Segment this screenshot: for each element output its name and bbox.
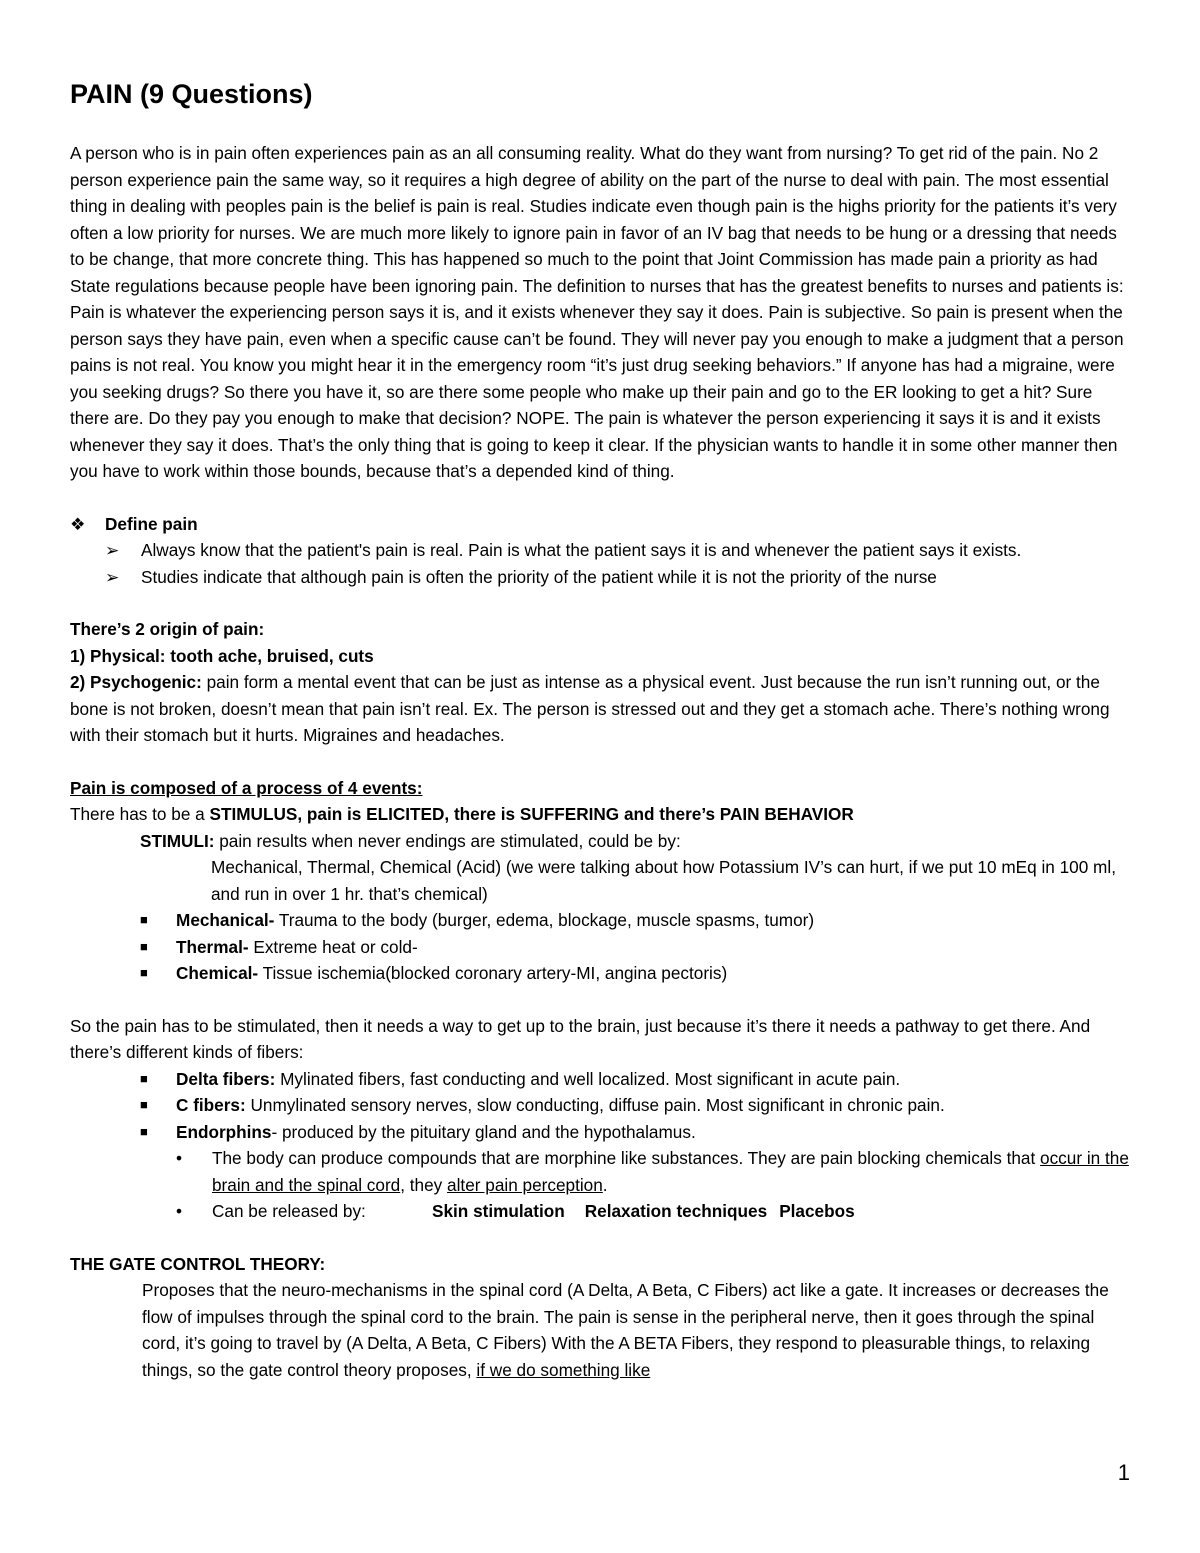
diamond-bullet-icon: ❖ (70, 513, 86, 534)
release-line (212, 1198, 855, 1225)
stimulus-bullet-content (176, 934, 418, 961)
fiber-label: Endorphins (176, 1121, 272, 1142)
release-item: Placebos (779, 1201, 855, 1221)
endorphin-point (70, 1198, 1130, 1225)
process-line (70, 801, 1130, 828)
dot-bullet-icon: • (176, 1201, 183, 1221)
endo-underlined-2: alter pain perception (447, 1174, 603, 1195)
stimulus-label: Mechanical- (176, 910, 275, 930)
document-page (70, 74, 1130, 1383)
stimulus-bullet-content (176, 960, 727, 987)
endorphin-point-text (212, 1145, 1130, 1198)
stimulus-text: Tissue ischemia(blocked coronary artery-MI, angina pectoris) (258, 963, 728, 983)
dot-bullet-icon: • (176, 1148, 183, 1168)
gate-text: Proposes that the neuro-mechanisms in the spinal cord (A Delta, A Beta, C Fibers) act like a gate. It increases or decreases the flow of impulses through the spinal cord to the brain. The pain is sense in the peripheral nerve, then it goes through the spinal cord, it’s going to travel by (A Delta, A Beta, C Fibers) With the A BETA Fibers, they respond to pleasurable things, to relaxing things, so the gate control theory proposes, (142, 1280, 1109, 1380)
square-bullet-icon: ■ (140, 1070, 148, 1086)
gate-heading: THE GATE CONTROL THEORY: (70, 1253, 326, 1274)
origin-physical (70, 643, 1130, 670)
release-item: Relaxation techniques (584, 1201, 768, 1221)
gate-text-underlined: if we do something like (476, 1359, 651, 1380)
define-heading: Define pain (105, 513, 198, 534)
endo-underlined-1: occur in the brain and the spinal cord (212, 1148, 1129, 1195)
arrow-bullet-icon: ➢ (105, 540, 120, 560)
page-title: PAIN (9 Questions) (70, 79, 313, 109)
stimulus-label: Chemical- (176, 963, 259, 983)
page-number: 1 (1117, 1460, 1130, 1485)
define-heading-row (70, 511, 1130, 538)
fiber-bullet-content (176, 1119, 696, 1146)
process-events: STIMULUS, pain is ELICITED, there is SUFFERING and there’s PAIN BEHAVIOR (209, 804, 854, 824)
stimulus-text: Trauma to the body (burger, edema, blockage, muscle spasms, tumor) (274, 910, 815, 930)
process-heading: Pain is composed of a process of 4 events: (70, 777, 423, 798)
intro-paragraph: A person who is in pain often experiences pain as an all consuming reality. What do they want from nursing? To get rid of the pain. No 2 person experience pain the same way, so it requires a high degree of ability on the part of the nurse to deal with pain. The most essential thing in dealing with peoples pain is the belief is pain is real. Studies indicate even though pain is the highs priority for the patients it’s very often a low priority for nurses. We are much more likely to ignore pain in favor of an IV bag that needs to be hung or a dressing that needs to be change, that more concrete thing. This has happened so much to the point that Joint Commission has made pain a priority as had State regulations because people have been ignoring pain. The definition to nurses that has the greatest benefits to nurses and patients is: Pain is whatever the experiencing person says it is, and it exists whenever they say it does. Pain is subjective. So pain is present when the person says they have pain, even when a specific cause can’t be found. They will never pay you enough to make a judgment that a person pains is not real. You know you might hear it in the emergency room “it’s just drug seeking behaviors.” If anyone has had a migraine, were you seeking drugs? So there you have it, so are there some people who make up their pain and go to the ER looking to get a hit? Sure there are. Do they pay you enough to make that decision? NOPE. The pain is whatever the person experiencing it says it is and it exists whenever they say it does. That’s the only thing that is going to keep it clear. If the physician wants to handle it in some other manner then you have to work within those bounds, because that’s a depended kind of thing. (70, 143, 1124, 481)
fiber-bullet (70, 1066, 1130, 1093)
endo-text-mid: , they (400, 1174, 448, 1195)
define-item (70, 564, 1130, 591)
endo-text-pre: The body can produce compounds that are morphine like substances. They are pain blocking chemicals that (212, 1148, 1041, 1168)
physical-label: 1) Physical: (70, 645, 166, 666)
fiber-label: C fibers: (176, 1095, 246, 1115)
square-bullet-icon: ■ (140, 1123, 148, 1139)
square-bullet-icon: ■ (140, 912, 148, 927)
define-item-text: Studies indicate that although pain is often the priority of the patient while it is not the priority of the nurse (141, 566, 937, 587)
psych-label: 2) Psychogenic: (70, 672, 202, 692)
stimuli-text: pain results when never endings are stimulated, could be by: (214, 830, 681, 851)
stimulus-label: Thermal- (176, 936, 249, 957)
endorphin-point (70, 1145, 1130, 1198)
stimuli-line (70, 828, 1130, 855)
square-bullet-icon: ■ (140, 1097, 148, 1112)
origin-heading: There’s 2 origin of pain: (70, 619, 265, 639)
fiber-bullet (70, 1119, 1130, 1146)
physical-text: tooth ache, bruised, cuts (165, 645, 374, 666)
fibers-intro: So the pain has to be stimulated, then it needs a way to get up to the brain, just because it’s there it needs a pathway to get there. And there’s different kinds of fibers: (70, 1015, 1091, 1062)
fiber-text: Mylinated fibers, fast conducting and well localized. Most significant in acute pain. (275, 1068, 901, 1089)
stimulus-bullet (70, 907, 1130, 934)
stimulus-bullet (70, 960, 1130, 987)
origin-psychogenic (70, 669, 1130, 749)
stimulus-bullet-content (176, 907, 814, 934)
arrow-bullet-icon: ➢ (105, 566, 120, 587)
stimuli-label: STIMULI: (140, 830, 215, 851)
fiber-text: - produced by the pituitary gland and the hypothalamus. (271, 1121, 696, 1142)
fiber-bullet (70, 1092, 1130, 1119)
fiber-text: Unmylinated sensory nerves, slow conducting, diffuse pain. Most significant in chronic pain. (245, 1095, 945, 1115)
psych-text: pain form a mental event that can be just as intense as a physical event. Just because the run isn’t running out, or the bone is not broken, doesn’t mean that pain isn’t real. Ex. The person is stressed out and they get a stomach ache. There’s nothing wrong with their stomach but it hurts. Migraines and headaches. (70, 672, 1110, 745)
define-item (70, 537, 1130, 564)
fiber-bullet-content (176, 1092, 945, 1119)
fiber-label: Delta fibers: (176, 1068, 276, 1089)
gate-paragraph (70, 1277, 1130, 1383)
define-item-text: Always know that the patient's pain is real. Pain is what the patient says it is and whenever the patient says it exists. (141, 540, 1022, 560)
endo-text-end: . (602, 1174, 608, 1195)
square-bullet-icon: ■ (140, 965, 148, 980)
square-bullet-icon: ■ (140, 938, 148, 954)
release-item: Skin stimulation (432, 1201, 565, 1221)
stimulus-bullet (70, 934, 1130, 961)
stimulus-text: Extreme heat or cold- (248, 936, 418, 957)
fiber-bullet-content (176, 1066, 900, 1093)
release-label: Can be released by: (212, 1201, 366, 1221)
stimuli-types: Mechanical, Thermal, Chemical (Acid) (we were talking about how Potassium IV’s can hurt, if we put 10 mEq in 100 ml, and run in over 1 hr. that’s chemical) (211, 857, 1116, 904)
process-line-pre: There has to be a (70, 804, 210, 824)
